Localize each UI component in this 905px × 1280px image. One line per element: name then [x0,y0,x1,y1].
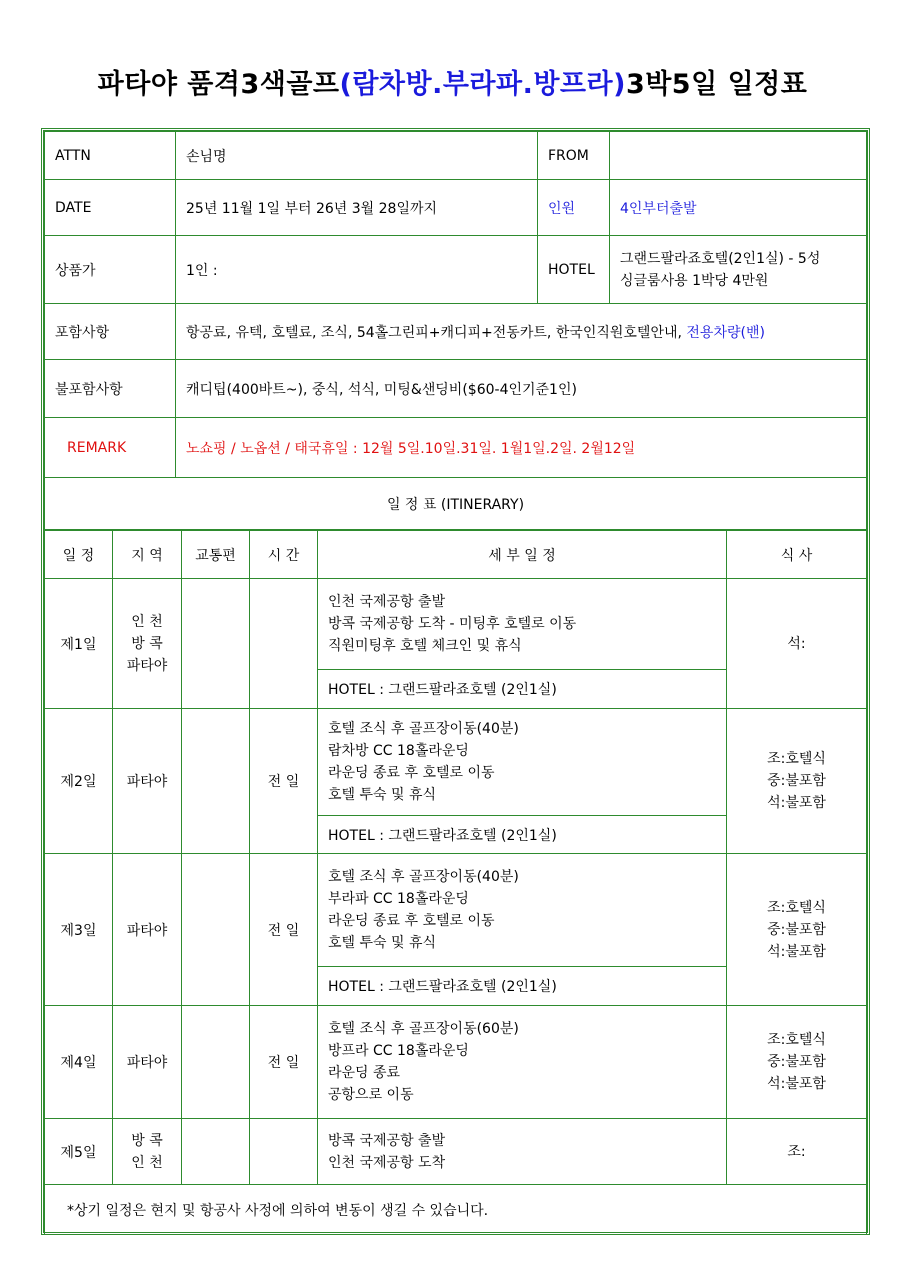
table-row [45,709,867,816]
detail-line: 라운딩 종료 [328,1065,401,1081]
meal-line: 중:불포함 [767,921,826,938]
header-time: 시 간 [250,531,318,579]
meal-line: 조:호텔식 [767,899,826,916]
meal-line: 조: [787,1143,806,1160]
attn-label: ATTN [45,132,176,180]
detail-line: 방프라 CC 18홀라운딩 [328,1043,469,1059]
title-part-2: (람차방.부라파.방프라) [339,69,626,100]
date-value: 25년 11월 1일 부터 26년 3월 28일까지 [176,180,538,236]
footer-note: *상기 일정은 현지 및 항공사 사정에 의하여 변동이 생길 수 있습니다. [45,1185,867,1235]
region-cell [113,579,182,709]
table-row [45,1119,867,1185]
detail-cell [318,709,727,816]
meal-line: 석:불포함 [767,1076,826,1092]
header-meal: 식 사 [727,531,867,579]
itinerary-table [44,530,867,1235]
meal-line: 조:호텔식 [767,751,826,767]
region-cell: 파타야 [113,854,182,1006]
remark-label: REMARK [45,418,176,478]
detail-cell [318,854,727,967]
detail-line: 인천 국제공항 도착 [328,1154,446,1171]
time-cell [250,1119,318,1185]
detail-cell [318,579,727,670]
table-row [45,579,867,670]
day-cell: 제2일 [45,709,113,854]
transport-cell [182,1006,250,1119]
hotel-line-2: 싱글룸사용 1박당 4만원 [620,272,769,289]
header-day: 일 정 [45,531,113,579]
people-value: 4인부터출발 [610,180,867,236]
region-line: 방 콕 [131,635,163,652]
included-value [176,304,867,360]
table-row [45,854,867,967]
excluded-value: 캐디팁(400바트~), 중식, 석식, 미팅&샌딩비($60-4인기준1인) [176,360,867,418]
region-cell: 파타야 [113,709,182,854]
title-part-3: 3박5일 일정표 [625,69,808,100]
region-line: 인 천 [131,613,163,630]
remark-value: 노쇼핑 / 노옵션 / 태국휴일 : 12월 5일.10일.31일. 1월1일.2일. 2월12일 [176,418,867,478]
transport-cell [182,709,250,854]
detail-line: 람차방 CC 18홀라운딩 [328,743,469,759]
header-detail: 세 부 일 정 [318,531,727,579]
detail-line: 인천 국제공항 출발 [328,594,446,610]
detail-line: 라운딩 종료 후 호텔로 이동 [328,765,495,781]
itinerary-title: 일 정 표 (ITINERARY) [45,478,867,530]
detail-cell [318,1119,727,1185]
page-title [0,62,905,101]
people-label: 인원 [538,180,610,236]
included-label: 포함사항 [45,304,176,360]
transport-cell [182,1119,250,1185]
meal-line: 중:불포함 [767,1054,826,1070]
detail-line: 호텔 조식 후 골프장이동(40분) [328,869,519,885]
date-label: DATE [45,180,176,236]
meal-line: 중:불포함 [767,773,826,789]
detail-cell [318,1006,727,1119]
region-cell [113,1119,182,1185]
day-cell: 제1일 [45,579,113,709]
time-cell [250,579,318,709]
time-cell: 전 일 [250,1006,318,1119]
day-cell: 제3일 [45,854,113,1006]
meal-cell [727,854,867,1006]
transport-cell [182,854,250,1006]
meal-line: 석:불포함 [767,795,826,811]
meal-line: 석: [787,635,806,652]
detail-line: 호텔 조식 후 골프장이동(40분) [328,721,519,737]
meal-line: 조:호텔식 [767,1032,826,1048]
transport-cell [182,579,250,709]
time-cell: 전 일 [250,854,318,1006]
hotel-line-1: 그랜드팔라죠호텔(2인1실) - 5성 [620,250,821,267]
info-table [44,131,867,530]
from-value [610,132,867,180]
detail-line: 라운딩 종료 후 호텔로 이동 [328,913,495,929]
detail-line: 호텔 투숙 및 휴식 [328,935,437,951]
day-cell: 제5일 [45,1119,113,1185]
detail-line: 직원미팅후 호텔 체크인 및 휴식 [328,638,522,654]
header-region: 지 역 [113,531,182,579]
meal-cell [727,1006,867,1119]
title-part-1: 파타야 품격3색골프 [97,69,340,100]
detail-line: 공항으로 이동 [328,1087,414,1103]
region-cell: 파타야 [113,1006,182,1119]
region-line: 방 콕 [131,1132,163,1149]
meal-cell [727,1119,867,1185]
detail-line: 부라파 CC 18홀라운딩 [328,891,469,907]
excluded-label: 불포함사항 [45,360,176,418]
meal-cell [727,579,867,709]
from-label: FROM [538,132,610,180]
included-vehicle: 전용차량(밴) [686,324,765,341]
itinerary-document [41,128,870,1235]
attn-value: 손님명 [176,132,538,180]
hotel-cell: HOTEL : 그랜드팔라죠호텔 (2인1실) [318,670,727,709]
header-transport: 교통편 [182,531,250,579]
meal-line: 석:불포함 [767,943,826,960]
detail-line: 호텔 조식 후 골프장이동(60분) [328,1021,519,1037]
price-value: 1인 : [176,236,538,304]
table-row [45,1006,867,1119]
meal-cell [727,709,867,854]
detail-line: 방콕 국제공항 도착 - 미팅후 호텔로 이동 [328,616,577,632]
hotel-cell: HOTEL : 그랜드팔라죠호텔 (2인1실) [318,816,727,854]
hotel-value [610,236,867,304]
region-line: 파타야 [126,657,168,674]
hotel-cell: HOTEL : 그랜드팔라죠호텔 (2인1실) [318,967,727,1006]
region-line: 인 천 [131,1154,163,1171]
time-cell: 전 일 [250,709,318,854]
detail-line: 호텔 투숙 및 휴식 [328,787,437,803]
detail-line: 방콕 국제공항 출발 [328,1132,446,1149]
price-label: 상품가 [45,236,176,304]
included-text: 항공료, 유텍, 호텔료, 조식, 54홀그린피+캐디피+전동카트, 한국인직원호텔안내, [186,324,682,341]
hotel-label: HOTEL [538,236,610,304]
day-cell: 제4일 [45,1006,113,1119]
